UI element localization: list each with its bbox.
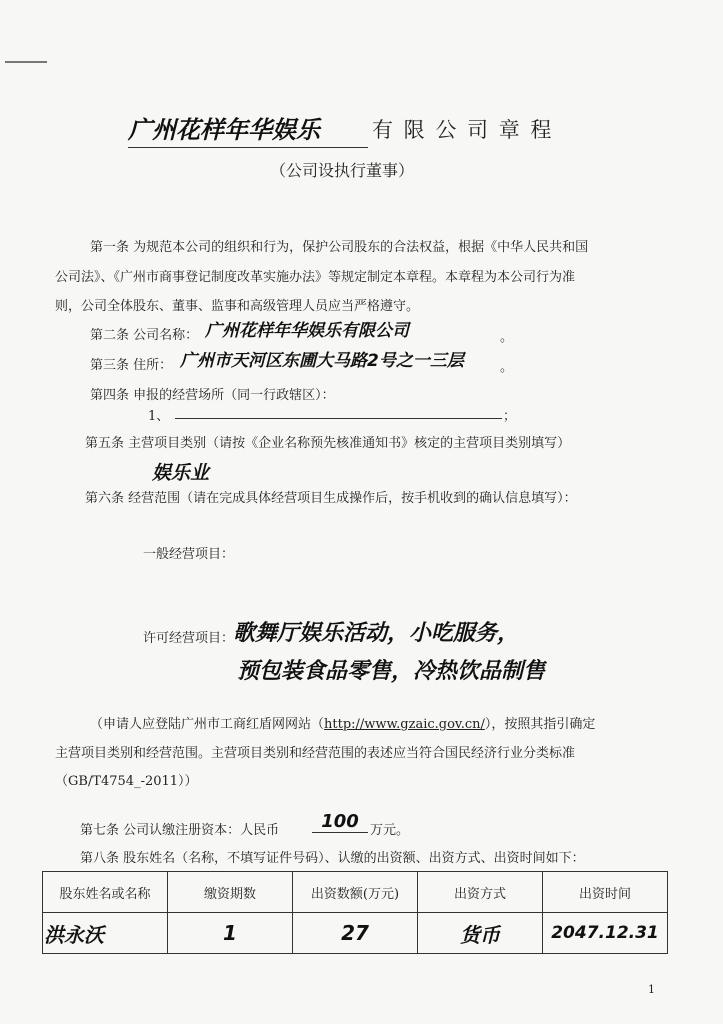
article5-category: 娱乐业 [152,462,210,484]
note-line2: 主营项目类别和经营范围。主营项目类别和经营范围的表述应当符合国民经济行业分类标准 [55,746,576,761]
table-header-row [43,872,668,913]
shareholder-table [42,871,668,954]
header-contribution-date: 出资时间 [543,872,668,913]
article2-label: 第二条 公司名称： [90,328,199,343]
article1-line1: 第一条 为规范本公司的组织和行为，保护公司股东的合法权益，根据《中华人民共和国 [90,240,589,255]
article4-label: 第四条 申报的经营场所（同一行政辖区）： [90,388,335,403]
shareholder-method: 货币 [418,913,543,954]
article5-label: 第五条 主营项目类别（请按《企业名称预先核准通知书》核定的主营项目类别填写） [85,436,571,451]
company-name-handwritten: 广州花样年华娱乐 [128,110,368,148]
article1-line2: 公司法》、《广州市商事登记制度改革实施办法》等规定制定本章程。本章程为本公司行为准 [55,270,576,285]
licensed-business-line2: 预包装食品零售，冷热饮品制售 [237,659,546,684]
header-shareholder-name: 股东姓名或名称 [43,872,168,913]
shareholder-name: 洪永沃 [43,913,168,954]
note-line1-end: ），按照其指引确定 [484,717,596,732]
note-line1-start: （申请人应登陆广州市工商红盾网网站（ [90,717,325,732]
scan-mark [5,61,47,63]
article3-label: 第三条 住所： [90,358,173,373]
general-business-label: 一般经营项目： [143,547,235,562]
article1-line3: 则，公司全体股东、董事、监事和高级管理人员应当严格遵守。 [55,299,420,314]
licensed-business-line1: 歌舞厅娱乐活动，小吃服务， [233,621,520,646]
gzaic-link[interactable]: http://www.gzaic.gov.cn/ [324,717,485,732]
header-payment-period: 缴资期数 [168,872,293,913]
article4-blank-line [175,418,502,419]
table-row [43,913,668,954]
note-line1 [90,713,595,732]
page-number: 1 [648,983,655,996]
header-contribution-method: 出资方式 [418,872,543,913]
header-contribution-amount: 出资数额(万元) [293,872,418,913]
document-title: 有 限 公 司 章 程 [372,118,554,142]
article6-label: 第六条 经营范围（请在完成具体经营项目生成操作后，按手机收到的确认信息填写）： [85,491,577,506]
article4-end: ； [503,409,517,424]
document-subtitle: （公司设执行董事） [270,161,415,180]
licensed-business-label: 许可经营项目： [143,631,235,646]
article8-label: 第八条 股东姓名（名称，不填写证件号码）、认缴的出资额、出资方式、出资时间如下： [80,851,585,866]
article3-address: 广州市天河区东圃大马路2号之一三层 [180,351,464,371]
article2-company-name: 广州花样年华娱乐有限公司 [205,321,409,341]
shareholder-date: 2047.12.31 [543,913,668,954]
registered-capital-value: 100 [312,811,368,833]
note-line3: （GB/T4754_-2011）） [55,774,198,789]
shareholder-amount: 27 [293,913,418,954]
article7-label: 第七条 公司认缴注册资本：人民币 [80,823,280,838]
article7-unit: 万元。 [370,823,410,838]
article2-end: 。 [500,330,514,345]
article4-item: 1、 [148,409,170,424]
shareholder-period: 1 [168,913,293,954]
article3-end: 。 [500,360,514,375]
